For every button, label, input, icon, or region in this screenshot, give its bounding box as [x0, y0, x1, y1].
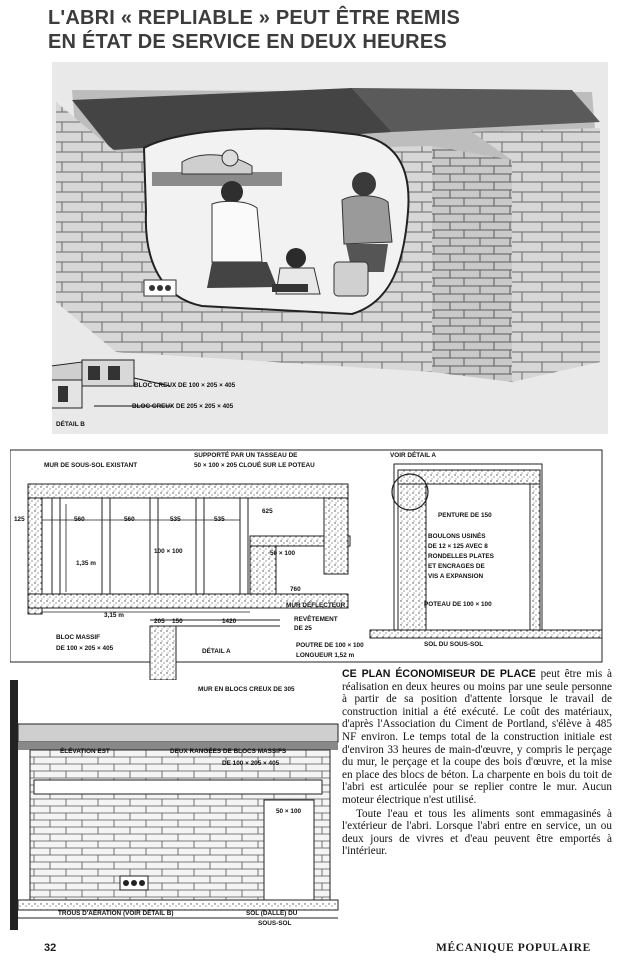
article-text [342, 668, 612, 858]
label-trous-aeration: TROUS D'AÉRATION (VOIR DÉTAIL B) [58, 910, 174, 917]
label-mur-deflecteur: MUR DÉFLECTEUR [286, 602, 346, 609]
label-supporte: SUPPORTÉ PAR UN TASSEAU DE [194, 452, 298, 459]
label-mur-sous-sol: MUR DE SOUS-SOL EXISTANT [44, 462, 138, 469]
label-bloc-creux-205: BLOC CREUX DE 205 × 205 × 405 [132, 403, 234, 410]
label-bloc-massif: BLOC MASSIF [56, 634, 101, 641]
dim-560-a: 560 [74, 516, 85, 523]
dim-150: 150 [172, 618, 183, 625]
label-detail-b: DÉTAIL B [56, 421, 85, 428]
label-penture: PENTURE DE 150 [438, 512, 492, 519]
title-line-2: EN ÉTAT DE SERVICE EN DEUX HEURES [48, 31, 447, 53]
page-number: 32 [44, 942, 57, 954]
magazine-name: MÉCANIQUE POPULAIRE [436, 942, 591, 954]
dim-135: 1,35 m [76, 560, 96, 567]
dim-205: 205 [154, 618, 165, 625]
label-revetement: REVÊTEMENT [294, 616, 338, 623]
dim-100x100: 100 × 100 [154, 548, 183, 555]
label-elevation-est: ÉLÉVATION EST [60, 748, 110, 755]
label-deux-rangees: DEUX RANGÉES DE BLOCS MASSIFS [170, 748, 287, 755]
dim-760: 760 [290, 586, 301, 593]
label-poutre: POUTRE DE 100 × 100 [296, 642, 364, 649]
label-bloc-massif-2: DE 100 × 205 × 405 [56, 645, 114, 652]
dim-535-b: 535 [214, 516, 225, 523]
label-bloc-creux-100: BLOC CREUX DE 100 × 205 × 405 [134, 382, 236, 389]
label-boulons-4: ET ENCRAGES DE [428, 563, 485, 570]
label-revetement-2: DE 25 [294, 625, 312, 632]
dim-50x100: 50 × 100 [270, 550, 296, 557]
label-boulons-2: DE 12 × 125 AVEC 8 [428, 543, 488, 550]
label-longueur: LONGUEUR 1,52 m [296, 652, 355, 659]
label-sol-dalle-2: SOUS-SOL [258, 920, 292, 927]
dim-1420: 1420 [222, 618, 237, 625]
label-poteau: POTEAU DE 100 × 100 [424, 601, 492, 608]
page-title [48, 6, 608, 54]
dim-560-b: 560 [124, 516, 135, 523]
dim-125: 125 [14, 516, 25, 523]
label-mur-blocs-creux: MUR EN BLOCS CREUX DE 305 [198, 686, 295, 693]
label-boulons-5: VIS A EXPANSION [428, 573, 484, 580]
label-boulons-3: RONDELLES PLATES [428, 553, 494, 560]
article-lead: CE PLAN ÉCONOMISEUR DE PLACE [342, 668, 536, 680]
label-sol-sous-sol: SOL DU SOUS-SOL [424, 641, 484, 648]
label-supporte-2: 50 × 100 × 205 CLOUÉ SUR LE POTEAU [194, 462, 315, 469]
shelter-illustration [52, 62, 608, 434]
label-boulons-1: BOULONS USINÉS [428, 533, 486, 540]
title-line-1: L'ABRI « REPLIABLE » PEUT ÊTRE REMIS [48, 7, 461, 29]
label-sol-dalle: SOL (DALLE) DU [246, 910, 298, 917]
article-p1-body: peut être mis à réalisation en deux heures ou moins par une seule personne à partir de sa position d'attente lorsque le travail de construction initial a été exécuté. Le coût des matériaux, d'après l'Association du Ciment de Portland, s'élève à 485 NF environ. Le temps total de la construction initiale est d'environ 33 heures de main-d'œuvre, y compris le perçage du mur, le perçage et la coupe des bois d'œuvre, et la mise en place des blocs de béton. La charpente en bois du toit de l'abri est articulée pour se replier contre le mur. Aucun moteur électrique n'est utilisé. [342, 668, 612, 806]
label-deux-rangees-2: DE 100 × 205 × 405 [222, 760, 280, 767]
dim-315: 3,15 m [104, 612, 124, 619]
article-paragraph-2: Toute l'eau et tous les aliments sont emmagasinés à l'extérieur de l'abri. Lorsque l'abri entre en service, un ou deux jours de vivres et d'eau peuvent être emportés à l'intérieur. [342, 807, 612, 858]
article-paragraph-1 [342, 668, 612, 807]
dim-625: 625 [262, 508, 273, 515]
elev-dim-50x100: 50 × 100 [276, 808, 302, 815]
label-voir-detail-a: VOIR DÉTAIL A [390, 452, 437, 459]
dim-535-a: 535 [170, 516, 181, 523]
label-detail-a: DÉTAIL A [202, 648, 231, 655]
